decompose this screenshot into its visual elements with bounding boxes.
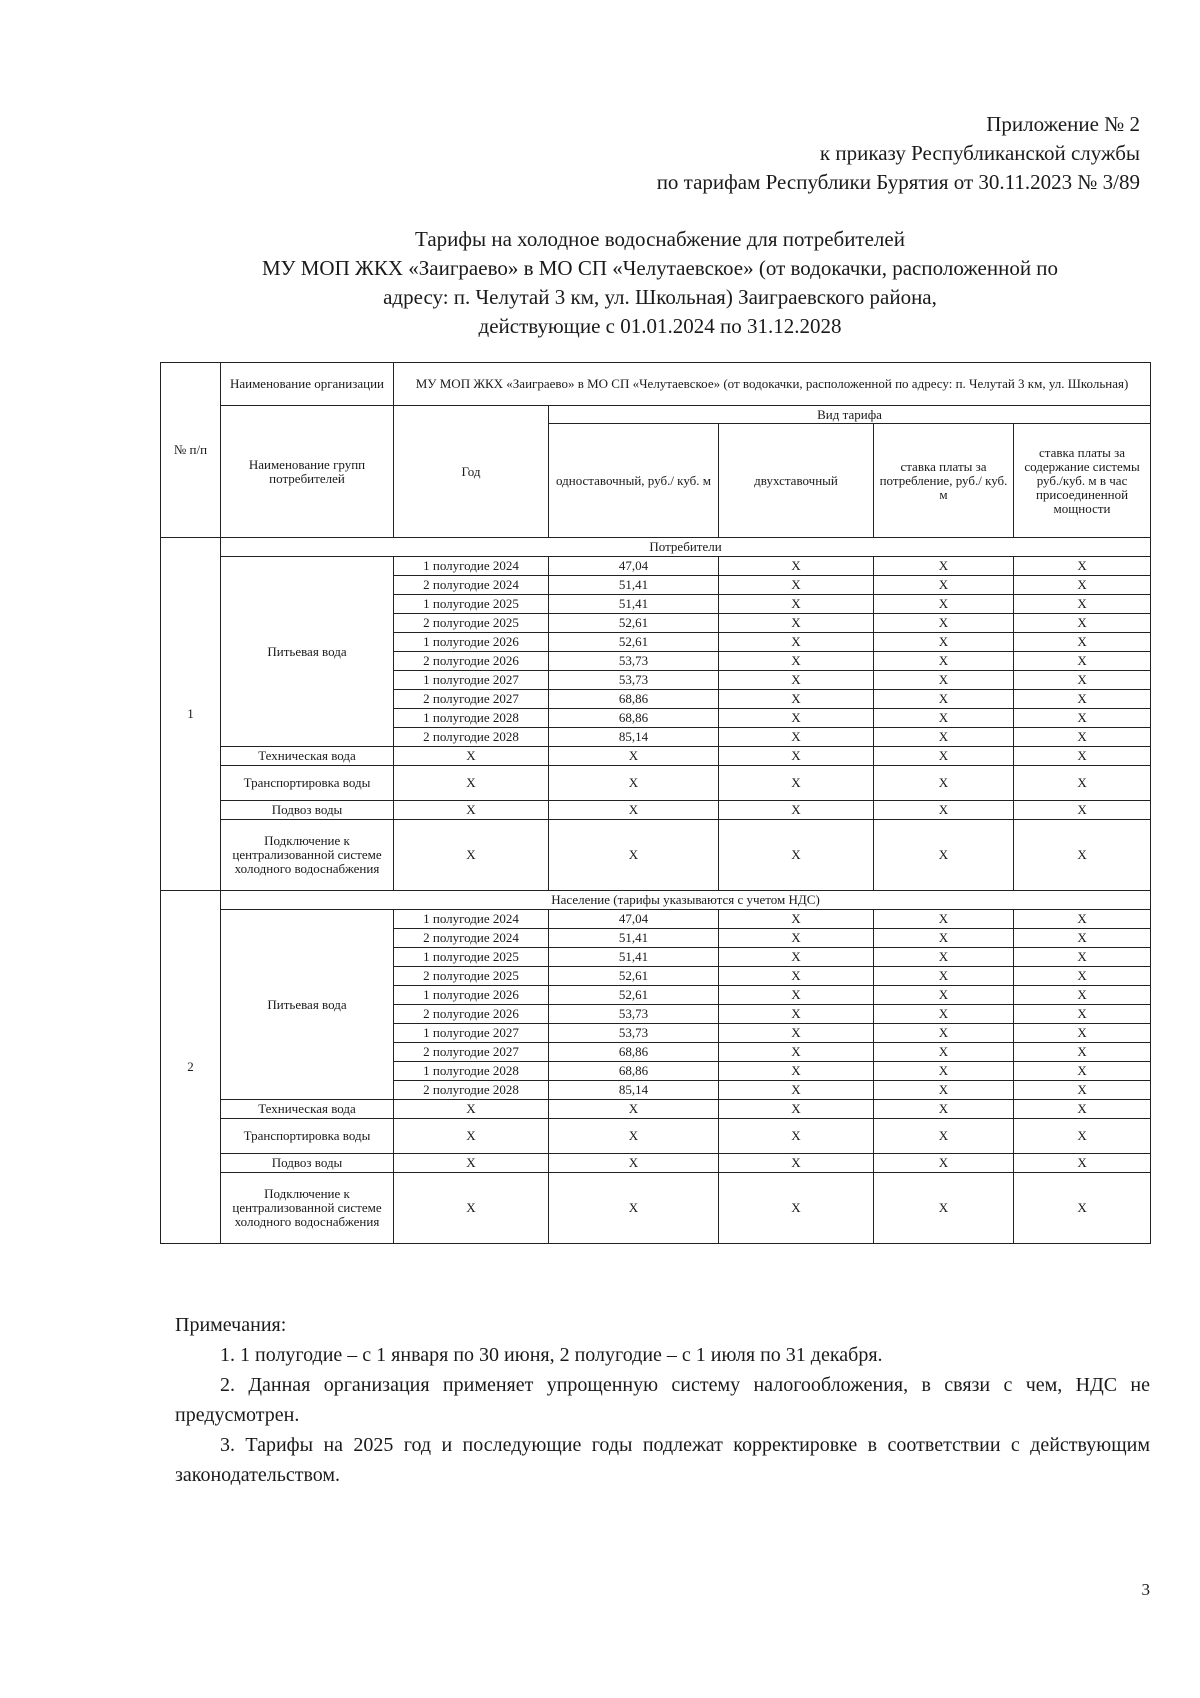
section-heading: Население (тарифы указываются с учетом НДС): [221, 891, 1151, 910]
period-cell: 1 полугодие 2026: [394, 986, 549, 1005]
not-applicable-cell: X: [874, 1062, 1014, 1081]
tariff-value-cell: 53,73: [549, 1024, 719, 1043]
not-applicable-cell: X: [1014, 747, 1151, 766]
not-applicable-cell: X: [1014, 652, 1151, 671]
not-applicable-cell: X: [719, 557, 874, 576]
not-applicable-cell: X: [874, 929, 1014, 948]
not-applicable-cell: X: [394, 1154, 549, 1173]
not-applicable-cell: X: [874, 948, 1014, 967]
appendix-line-3: по тарифам Республики Бурятия от 30.11.2023 № 3/89: [656, 170, 1140, 194]
table-row: [161, 747, 1151, 766]
not-applicable-cell: X: [394, 1173, 549, 1244]
header-org-value: МУ МОП ЖКХ «Заиграево» в МО СП «Челутаевское» (от водокачки, расположенной по адресу: п. Челутай 3 км, ул. Школьная): [394, 363, 1151, 406]
not-applicable-cell: X: [1014, 728, 1151, 747]
not-applicable-cell: X: [874, 820, 1014, 891]
consumer-group-connection: Подключение к централизованной системе холодного водоснабжения: [221, 820, 394, 891]
title-line-2: МУ МОП ЖКХ «Заиграево» в МО СП «Челутаевское» (от водокачки, расположенной по: [261, 256, 1059, 280]
document-title: [180, 225, 1140, 341]
consumer-group-drinking-water: Питьевая вода: [221, 557, 394, 747]
not-applicable-cell: X: [874, 1100, 1014, 1119]
tariff-value-cell: 68,86: [549, 690, 719, 709]
not-applicable-cell: X: [1014, 1119, 1151, 1154]
period-cell: 1 полугодие 2027: [394, 671, 549, 690]
not-applicable-cell: X: [1014, 614, 1151, 633]
not-applicable-cell: X: [1014, 766, 1151, 801]
header-org-label: Наименование организации: [221, 363, 394, 406]
not-applicable-cell: X: [394, 766, 549, 801]
period-cell: 2 полугодие 2024: [394, 929, 549, 948]
tariff-value-cell: 52,61: [549, 633, 719, 652]
consumer-group-technical-water: Техническая вода: [221, 1100, 394, 1119]
table-row: [161, 557, 1151, 576]
not-applicable-cell: X: [874, 633, 1014, 652]
notes: [175, 1310, 1150, 1490]
not-applicable-cell: X: [1014, 820, 1151, 891]
consumer-group-water-transport: Транспортировка воды: [221, 1119, 394, 1154]
not-applicable-cell: X: [874, 652, 1014, 671]
tariff-value-cell: 85,14: [549, 1081, 719, 1100]
not-applicable-cell: X: [1014, 1005, 1151, 1024]
period-cell: 1 полугодие 2027: [394, 1024, 549, 1043]
not-applicable-cell: X: [394, 1100, 549, 1119]
header-two-rate: двухставочный: [719, 424, 874, 538]
tariff-value-cell: 53,73: [549, 1005, 719, 1024]
appendix-line-1: Приложение № 2: [986, 112, 1140, 136]
table-row: [161, 801, 1151, 820]
period-cell: 1 полугодие 2028: [394, 1062, 549, 1081]
title-line-3: адресу: п. Челутай 3 км, ул. Школьная) Заиграевского района,: [383, 285, 937, 309]
not-applicable-cell: X: [719, 1119, 874, 1154]
table-row: [161, 538, 1151, 557]
not-applicable-cell: X: [719, 967, 874, 986]
not-applicable-cell: X: [1014, 595, 1151, 614]
period-cell: 1 полугодие 2028: [394, 709, 549, 728]
not-applicable-cell: X: [874, 690, 1014, 709]
not-applicable-cell: X: [719, 576, 874, 595]
not-applicable-cell: X: [394, 747, 549, 766]
not-applicable-cell: X: [1014, 1062, 1151, 1081]
tariff-value-cell: 47,04: [549, 557, 719, 576]
not-applicable-cell: X: [719, 614, 874, 633]
not-applicable-cell: X: [874, 986, 1014, 1005]
tariff-value-cell: 51,41: [549, 929, 719, 948]
not-applicable-cell: X: [1014, 910, 1151, 929]
tariff-value-cell: 52,61: [549, 986, 719, 1005]
not-applicable-cell: X: [874, 1154, 1014, 1173]
period-cell: 2 полугодие 2025: [394, 614, 549, 633]
not-applicable-cell: X: [549, 820, 719, 891]
table-row: [161, 1100, 1151, 1119]
period-cell: 1 полугодие 2025: [394, 595, 549, 614]
not-applicable-cell: X: [1014, 1081, 1151, 1100]
not-applicable-cell: X: [1014, 690, 1151, 709]
header-consumption-rate: ставка платы за потребление, руб./ куб. м: [874, 424, 1014, 538]
period-cell: 2 полугодие 2025: [394, 967, 549, 986]
appendix-line-2: к приказу Республиканской службы: [819, 141, 1140, 165]
not-applicable-cell: X: [1014, 1024, 1151, 1043]
not-applicable-cell: X: [719, 595, 874, 614]
not-applicable-cell: X: [719, 910, 874, 929]
not-applicable-cell: X: [394, 820, 549, 891]
consumer-group-technical-water: Техническая вода: [221, 747, 394, 766]
not-applicable-cell: X: [394, 801, 549, 820]
not-applicable-cell: X: [719, 1100, 874, 1119]
tariff-value-cell: 51,41: [549, 948, 719, 967]
period-cell: 1 полугодие 2026: [394, 633, 549, 652]
period-cell: 1 полугодие 2024: [394, 910, 549, 929]
not-applicable-cell: X: [719, 690, 874, 709]
not-applicable-cell: X: [549, 747, 719, 766]
header-year: Год: [394, 406, 549, 538]
tariff-value-cell: 68,86: [549, 1043, 719, 1062]
not-applicable-cell: X: [719, 820, 874, 891]
appendix-header: [440, 110, 1140, 197]
not-applicable-cell: X: [719, 1081, 874, 1100]
section-heading: Потребители: [221, 538, 1151, 557]
not-applicable-cell: X: [549, 1100, 719, 1119]
not-applicable-cell: X: [874, 671, 1014, 690]
not-applicable-cell: X: [719, 747, 874, 766]
tariff-value-cell: 52,61: [549, 614, 719, 633]
not-applicable-cell: X: [394, 1119, 549, 1154]
not-applicable-cell: X: [1014, 557, 1151, 576]
consumer-group-connection: Подключение к централизованной системе холодного водоснабжения: [221, 1173, 394, 1244]
tariff-value-cell: 53,73: [549, 652, 719, 671]
note-item: 1. 1 полугодие – с 1 января по 30 июня, 2 полугодие – с 1 июля по 31 декабря.: [220, 1344, 883, 1366]
header-single-rate: одноставочный, руб./ куб. м: [549, 424, 719, 538]
consumer-group-water-transport: Транспортировка воды: [221, 766, 394, 801]
header-tariff-type: Вид тарифа: [549, 406, 1151, 424]
not-applicable-cell: X: [719, 1173, 874, 1244]
title-line-4: действующие с 01.01.2024 по 31.12.2028: [478, 314, 842, 338]
not-applicable-cell: X: [549, 1173, 719, 1244]
not-applicable-cell: X: [874, 576, 1014, 595]
table-row: [161, 820, 1151, 891]
not-applicable-cell: X: [719, 652, 874, 671]
consumer-group-drinking-water: Питьевая вода: [221, 910, 394, 1100]
consumer-group-water-delivery: Подвоз воды: [221, 1154, 394, 1173]
not-applicable-cell: X: [1014, 967, 1151, 986]
table-row: [161, 1154, 1151, 1173]
tariff-value-cell: 51,41: [549, 595, 719, 614]
not-applicable-cell: X: [719, 1005, 874, 1024]
header-consumer-groups: Наименование групп потребителей: [221, 406, 394, 538]
table-row: [161, 766, 1151, 801]
header-number: № п/п: [161, 363, 221, 538]
tariff-value-cell: 52,61: [549, 967, 719, 986]
not-applicable-cell: X: [719, 766, 874, 801]
period-cell: 2 полугодие 2028: [394, 1081, 549, 1100]
not-applicable-cell: X: [874, 1024, 1014, 1043]
period-cell: 1 полугодие 2025: [394, 948, 549, 967]
not-applicable-cell: X: [719, 929, 874, 948]
not-applicable-cell: X: [719, 986, 874, 1005]
not-applicable-cell: X: [874, 967, 1014, 986]
not-applicable-cell: X: [719, 1062, 874, 1081]
tariff-value-cell: 85,14: [549, 728, 719, 747]
table-row: [161, 1119, 1151, 1154]
tariff-table: [160, 362, 1151, 1244]
header-maintenance-rate: ставка платы за содержание системы руб./куб. м в час присоединенной мощности: [1014, 424, 1151, 538]
not-applicable-cell: X: [719, 633, 874, 652]
not-applicable-cell: X: [719, 801, 874, 820]
tariff-value-cell: 68,86: [549, 709, 719, 728]
consumer-group-water-delivery: Подвоз воды: [221, 801, 394, 820]
not-applicable-cell: X: [874, 728, 1014, 747]
not-applicable-cell: X: [1014, 633, 1151, 652]
section-number: 2: [161, 891, 221, 1244]
note-item: 2. Данная организация применяет упрощенную систему налогообложения, в связи с чем, НДС не предусмотрен.: [175, 1374, 1150, 1426]
not-applicable-cell: X: [1014, 1154, 1151, 1173]
not-applicable-cell: X: [874, 1081, 1014, 1100]
not-applicable-cell: X: [719, 1024, 874, 1043]
period-cell: 1 полугодие 2024: [394, 557, 549, 576]
not-applicable-cell: X: [1014, 709, 1151, 728]
not-applicable-cell: X: [719, 1154, 874, 1173]
tariff-value-cell: 51,41: [549, 576, 719, 595]
period-cell: 2 полугодие 2026: [394, 652, 549, 671]
not-applicable-cell: X: [1014, 929, 1151, 948]
section-number: 1: [161, 538, 221, 891]
not-applicable-cell: X: [719, 709, 874, 728]
period-cell: 2 полугодие 2027: [394, 1043, 549, 1062]
period-cell: 2 полугодие 2026: [394, 1005, 549, 1024]
table-row: [161, 891, 1151, 910]
table-row: [161, 1173, 1151, 1244]
tariff-value-cell: 47,04: [549, 910, 719, 929]
not-applicable-cell: X: [549, 1119, 719, 1154]
not-applicable-cell: X: [1014, 986, 1151, 1005]
not-applicable-cell: X: [1014, 671, 1151, 690]
not-applicable-cell: X: [549, 766, 719, 801]
not-applicable-cell: X: [874, 1005, 1014, 1024]
not-applicable-cell: X: [874, 614, 1014, 633]
not-applicable-cell: X: [1014, 1173, 1151, 1244]
not-applicable-cell: X: [874, 801, 1014, 820]
note-item: 3. Тарифы на 2025 год и последующие годы подлежат корректировке в соответствии с действующим законодательством.: [175, 1434, 1150, 1486]
notes-heading: Примечания:: [175, 1314, 287, 1336]
not-applicable-cell: X: [1014, 948, 1151, 967]
page-number: 3: [1141, 1580, 1150, 1599]
not-applicable-cell: X: [874, 766, 1014, 801]
not-applicable-cell: X: [719, 1043, 874, 1062]
not-applicable-cell: X: [549, 801, 719, 820]
not-applicable-cell: X: [874, 747, 1014, 766]
not-applicable-cell: X: [874, 910, 1014, 929]
title-line-1: Тарифы на холодное водоснабжение для потребителей: [415, 227, 905, 251]
table-row: [161, 910, 1151, 929]
not-applicable-cell: X: [719, 728, 874, 747]
not-applicable-cell: X: [1014, 1043, 1151, 1062]
not-applicable-cell: X: [549, 1154, 719, 1173]
not-applicable-cell: X: [874, 709, 1014, 728]
not-applicable-cell: X: [719, 671, 874, 690]
period-cell: 2 полугодие 2027: [394, 690, 549, 709]
tariff-value-cell: 68,86: [549, 1062, 719, 1081]
not-applicable-cell: X: [874, 557, 1014, 576]
not-applicable-cell: X: [874, 1043, 1014, 1062]
not-applicable-cell: X: [874, 595, 1014, 614]
not-applicable-cell: X: [874, 1119, 1014, 1154]
not-applicable-cell: X: [1014, 801, 1151, 820]
not-applicable-cell: X: [719, 948, 874, 967]
not-applicable-cell: X: [874, 1173, 1014, 1244]
tariff-value-cell: 53,73: [549, 671, 719, 690]
period-cell: 2 полугодие 2028: [394, 728, 549, 747]
period-cell: 2 полугодие 2024: [394, 576, 549, 595]
not-applicable-cell: X: [1014, 576, 1151, 595]
not-applicable-cell: X: [1014, 1100, 1151, 1119]
